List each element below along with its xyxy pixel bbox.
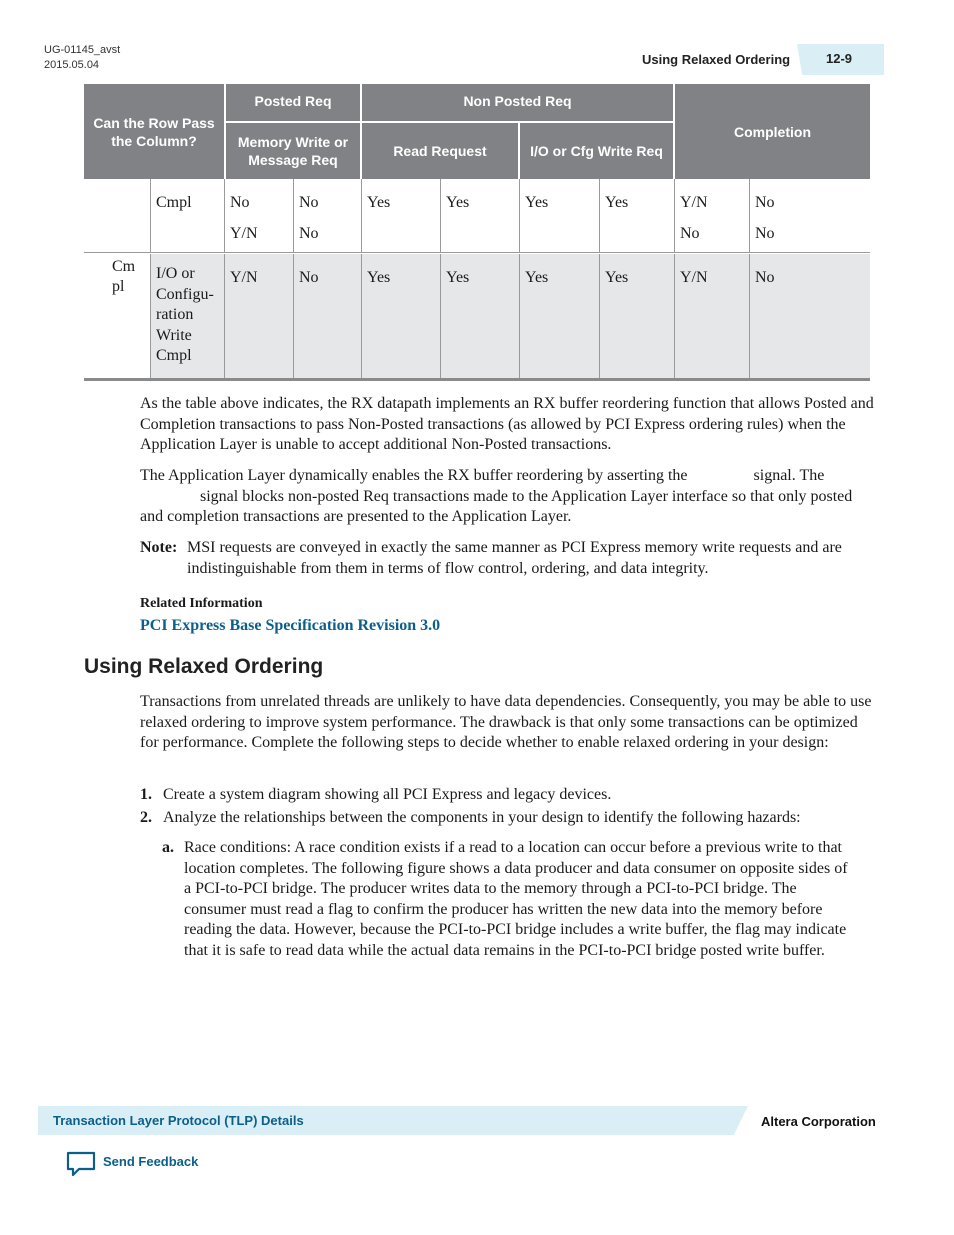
cell-value: No	[680, 225, 700, 242]
table-cell	[224, 254, 293, 378]
send-feedback-link[interactable]: Send Feedback	[103, 1154, 199, 1169]
table-cell	[519, 179, 599, 253]
table-cell	[293, 179, 361, 253]
table-cell	[599, 254, 674, 378]
note-text: MSI requests are conveyed in exactly the same manner as PCI Express memory write requests and are indistinguishable from them in terms of flow control, ordering, and data integrity.	[187, 539, 842, 577]
cell-value: Y/N	[230, 225, 258, 242]
document-id: UG-01145_avst	[44, 44, 121, 56]
cell-value: Yes	[446, 194, 470, 211]
table-cell	[361, 179, 440, 253]
table-bottom-rule	[84, 378, 870, 381]
cell-value: Y/N	[680, 194, 708, 211]
step-number: 2.	[140, 809, 152, 826]
cell-value: No	[755, 269, 775, 286]
cell-value: Yes	[605, 194, 629, 211]
step-number: 1.	[140, 786, 152, 803]
section-title: Using Relaxed Ordering	[84, 655, 324, 678]
cell-value: No	[755, 225, 775, 242]
table-cell	[293, 254, 361, 378]
running-header-title: Using Relaxed Ordering	[642, 52, 791, 67]
cell-value: No	[230, 194, 250, 211]
cell-value: Yes	[525, 269, 549, 286]
step-text: Create a system diagram showing all PCI Express and legacy devices.	[163, 786, 612, 803]
table-cell	[519, 254, 599, 378]
cell-value: Yes	[446, 269, 470, 286]
table-cell	[674, 179, 749, 253]
row-group-label: Cm pl	[112, 258, 136, 295]
ordering-rules-table	[84, 84, 870, 381]
document-date: 2015.05.04	[44, 59, 100, 71]
table-cell	[361, 254, 440, 378]
table-cell	[224, 179, 293, 253]
cell-value: Y/N	[680, 269, 708, 286]
cell-value: No	[299, 269, 319, 286]
posted-req-header: Posted Req	[226, 84, 360, 121]
para2-part-b: signal. The	[753, 467, 825, 484]
cell-value: Yes	[525, 194, 549, 211]
paragraph-reordering: As the table above indicates, the RX datapath implements an RX buffer reordering function that allows Posted and Completion transactions to pass Non-Posted transactions (as allowed by PCI Express ordering rules) when the Application Layer is unable to accept additional Non-Posted transactions.	[140, 395, 874, 454]
page-number: 12-9	[826, 51, 853, 66]
pci-spec-link[interactable]: PCI Express Base Specification Revision 3.0	[140, 617, 441, 634]
cell-value: No	[755, 194, 775, 211]
cell-value: No	[299, 225, 319, 242]
cell-value: Yes	[367, 194, 391, 211]
step-text: Analyze the relationships between the components in your design to identify the following hazards:	[163, 809, 801, 826]
substep-label: a.	[162, 839, 174, 856]
note-label: Note:	[140, 539, 178, 556]
footer-company: Altera Corporation	[761, 1114, 876, 1129]
row-label: Cmpl	[150, 179, 224, 253]
para2-part-c: signal blocks non-posted Req transactions made to the Application Layer interface so that only posted and completion transactions are presented to the Application Layer.	[140, 487, 853, 526]
cell-value: Yes	[605, 269, 629, 286]
non-posted-req-header: Non Posted Req	[362, 84, 673, 121]
substep-text: Race conditions: A race condition exists if a read to a location can occur before a previous write to that location completes. The following figure shows a data producer and data consumer on opposite sides of a PCI-to-PCI bridge. The producer writes data to the memory through a PCI-to-PCI bridge. The consumer must read a flag to confirm the producer has written the new data into the memory before reading the data. However, because the PCI-to-PCI bridge includes a write buffer, the flag may indicate that it is safe to read data while the actual data remains in the PCI-to-PCI bridge posted write buffer.	[184, 839, 848, 959]
note-block	[140, 538, 875, 579]
row-label: I/O or Configu- ration Write Cmpl	[150, 254, 224, 378]
para2-part-a: The Application Layer dynamically enables the RX buffer reordering by asserting the	[140, 467, 688, 484]
cell-value: No	[299, 194, 319, 211]
table-corner-header: Can the Row Pass the Column?	[84, 84, 224, 179]
cell-value: Y/N	[230, 269, 258, 286]
table-cell	[440, 179, 519, 253]
paragraph-app-layer	[140, 466, 875, 528]
memory-write-header: Memory Write or Message Req	[226, 123, 360, 179]
table-cell	[599, 179, 674, 253]
footer-chapter-link[interactable]: Transaction Layer Protocol (TLP) Details	[53, 1113, 304, 1128]
section-intro: Transactions from unrelated threads are unlikely to have data dependencies. Consequently, you may be able to use relaxed ordering to improve system performance. The drawback is that only some transactions can be optimized for performance. Complete the following steps to decide whether to enable relaxed ordering in your design:	[140, 693, 872, 752]
read-request-header: Read Request	[362, 123, 518, 179]
table-cell	[440, 254, 519, 378]
table-row	[84, 254, 870, 378]
io-cfg-write-header: I/O or Cfg Write Req	[520, 123, 673, 179]
table-cell	[749, 254, 870, 378]
cell-value: Yes	[367, 269, 391, 286]
related-info-heading: Related Information	[140, 596, 263, 611]
document-id-block	[44, 43, 120, 73]
completion-header: Completion	[675, 84, 870, 179]
table-cell	[674, 254, 749, 378]
related-link-line	[140, 616, 875, 637]
table-cell	[749, 179, 870, 253]
feedback-icon[interactable]	[65, 1150, 97, 1178]
table-row	[84, 179, 870, 253]
